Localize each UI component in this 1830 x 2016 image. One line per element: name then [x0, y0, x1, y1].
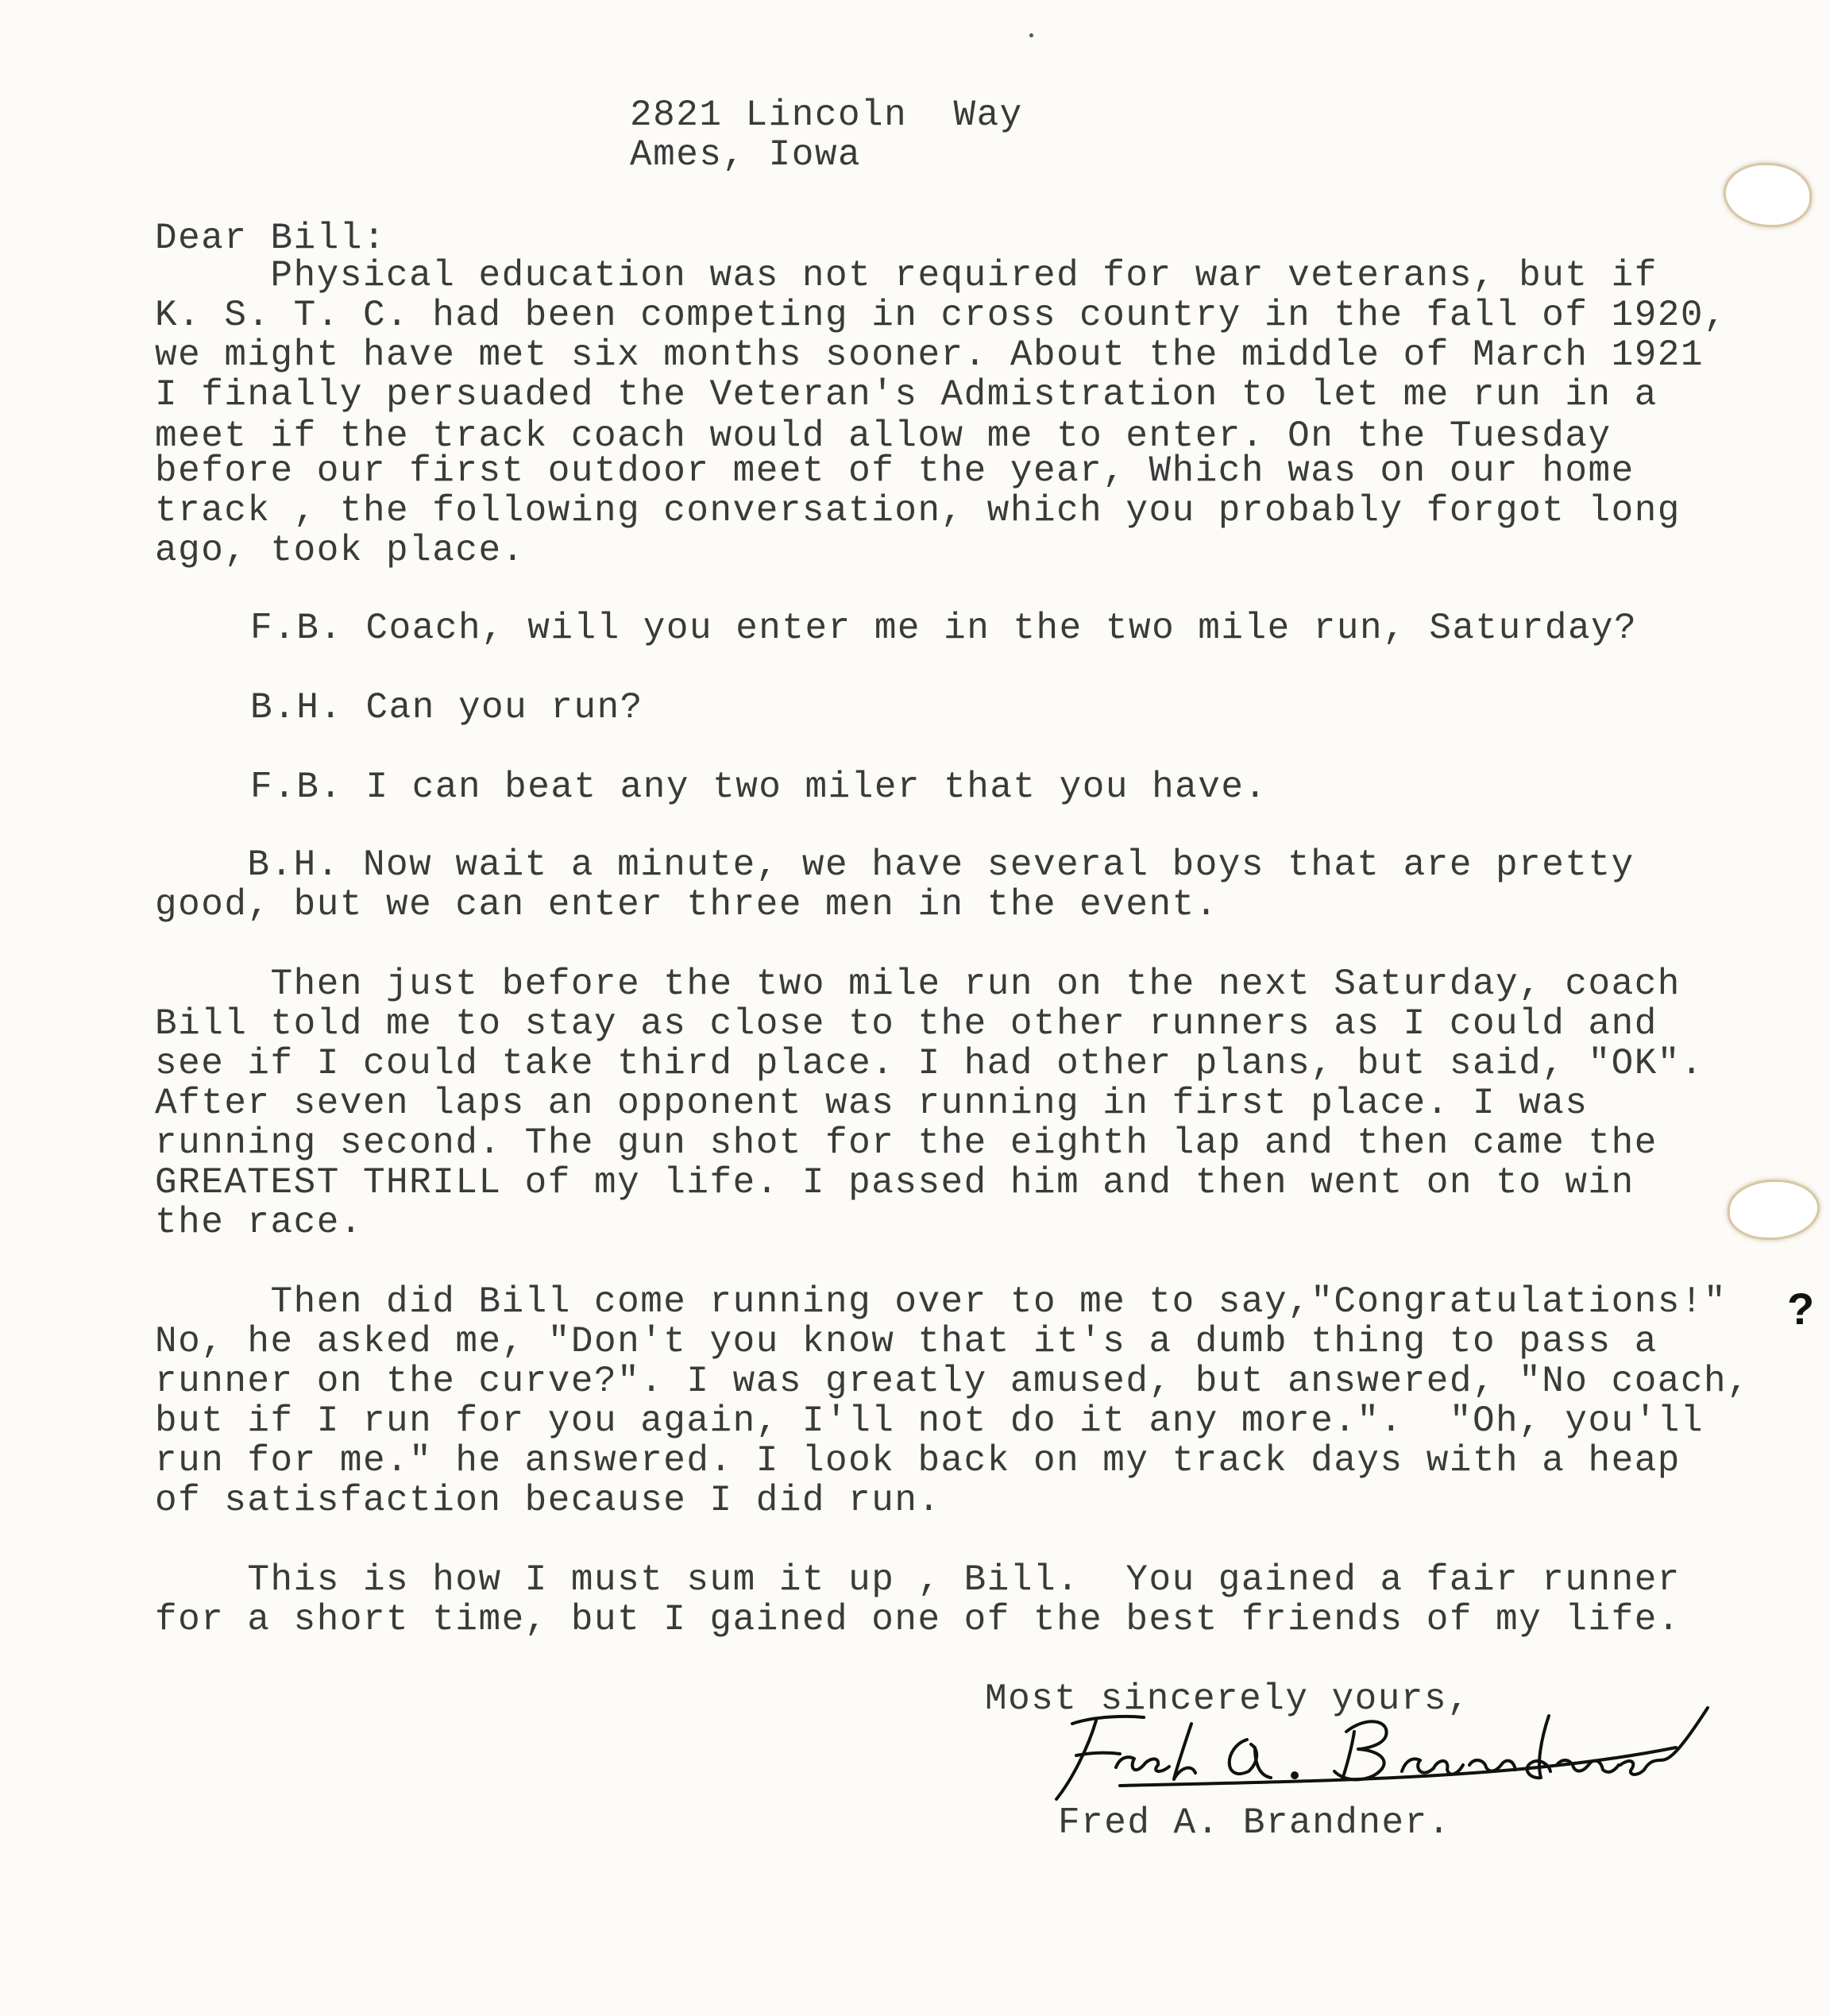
paragraph1-line: Physical education was not required for war veterans, but if [155, 255, 1658, 296]
dialogue-line: good, but we can enter three men in the event. [155, 884, 1218, 925]
dialogue-line: F.B. Coach, will you enter me in the two mile run, Saturday? [250, 608, 1638, 649]
paragraph2-line: Then just before the two mile run on the next Saturday, coach [155, 964, 1681, 1005]
paragraph3-line: No, he asked me, "Don't you know that it's a dumb thing to pass a [155, 1321, 1658, 1362]
dialogue-line: F.B. I can beat any two miler that you have. [250, 767, 1268, 808]
handwritten-signature [1040, 1692, 1739, 1803]
ink-speck [1029, 33, 1033, 37]
paragraph2-line: After seven laps an opponent was running in first place. I was [155, 1083, 1589, 1124]
paragraph2-line: Bill told me to stay as close to the other runners as I could and [155, 1003, 1658, 1045]
paragraph1-line: before our first outdoor meet of the year, Which was on our home [155, 450, 1635, 492]
address-line-1: 2821 Lincoln Way [630, 95, 1023, 136]
paragraph2-line: GREATEST THRILL of my life. I passed him and then went on to win [155, 1162, 1635, 1203]
paragraph3-line: run for me." he answered. I look back on my track days with a heap [155, 1440, 1681, 1481]
paragraph4-line: for a short time, but I gained one of the best friends of my life. [155, 1599, 1681, 1640]
paragraph1-line: ago, took place. [155, 530, 525, 571]
punched-hole-middle [1728, 1180, 1820, 1240]
closing: Most sincerely yours, [985, 1678, 1471, 1720]
salutation: Dear Bill: [155, 218, 387, 259]
paragraph4-line: This is how I must sum it up , Bill. You gained a fair runner [155, 1559, 1681, 1601]
paragraph1-line: we might have met six months sooner. About the middle of March 1921 [155, 334, 1705, 376]
handwritten-mark: ? [1787, 1284, 1815, 1334]
paragraph1-line: I finally persuaded the Veteran's Admistration to let me run in a [155, 374, 1658, 415]
paragraph1-line: meet if the track coach would allow me to enter. On the Tuesday [155, 415, 1612, 457]
address-line-2: Ames, Iowa [630, 134, 862, 176]
punched-hole-top [1724, 163, 1812, 227]
paragraph3-line: runner on the curve?". I was greatly amused, but answered, "No coach, [155, 1361, 1751, 1402]
typed-name: Fred A. Brandner. [1058, 1802, 1451, 1844]
paragraph1-line: K. S. T. C. had been competing in cross country in the fall of 1920, [155, 295, 1728, 336]
paragraph2-line: the race. [155, 1202, 363, 1243]
paragraph3-line: Then did Bill come running over to me to say,"Congratulations!" [155, 1281, 1728, 1323]
paragraph3-line: of satisfaction because I did run. [155, 1480, 941, 1521]
paragraph2-line: running second. The gun shot for the eighth lap and then came the [155, 1122, 1658, 1164]
paragraph3-line: but if I run for you again, I'll not do it any more.". "Oh, you'll [155, 1400, 1705, 1442]
dialogue-line: B.H. Now wait a minute, we have several boys that are pretty [155, 844, 1635, 886]
dialogue-line: B.H. Can you run? [250, 687, 643, 728]
paragraph1-line: track , the following conversation, which you probably forgot long [155, 490, 1681, 531]
paragraph2-line: see if I could take third place. I had other plans, but said, "OK". [155, 1043, 1705, 1084]
